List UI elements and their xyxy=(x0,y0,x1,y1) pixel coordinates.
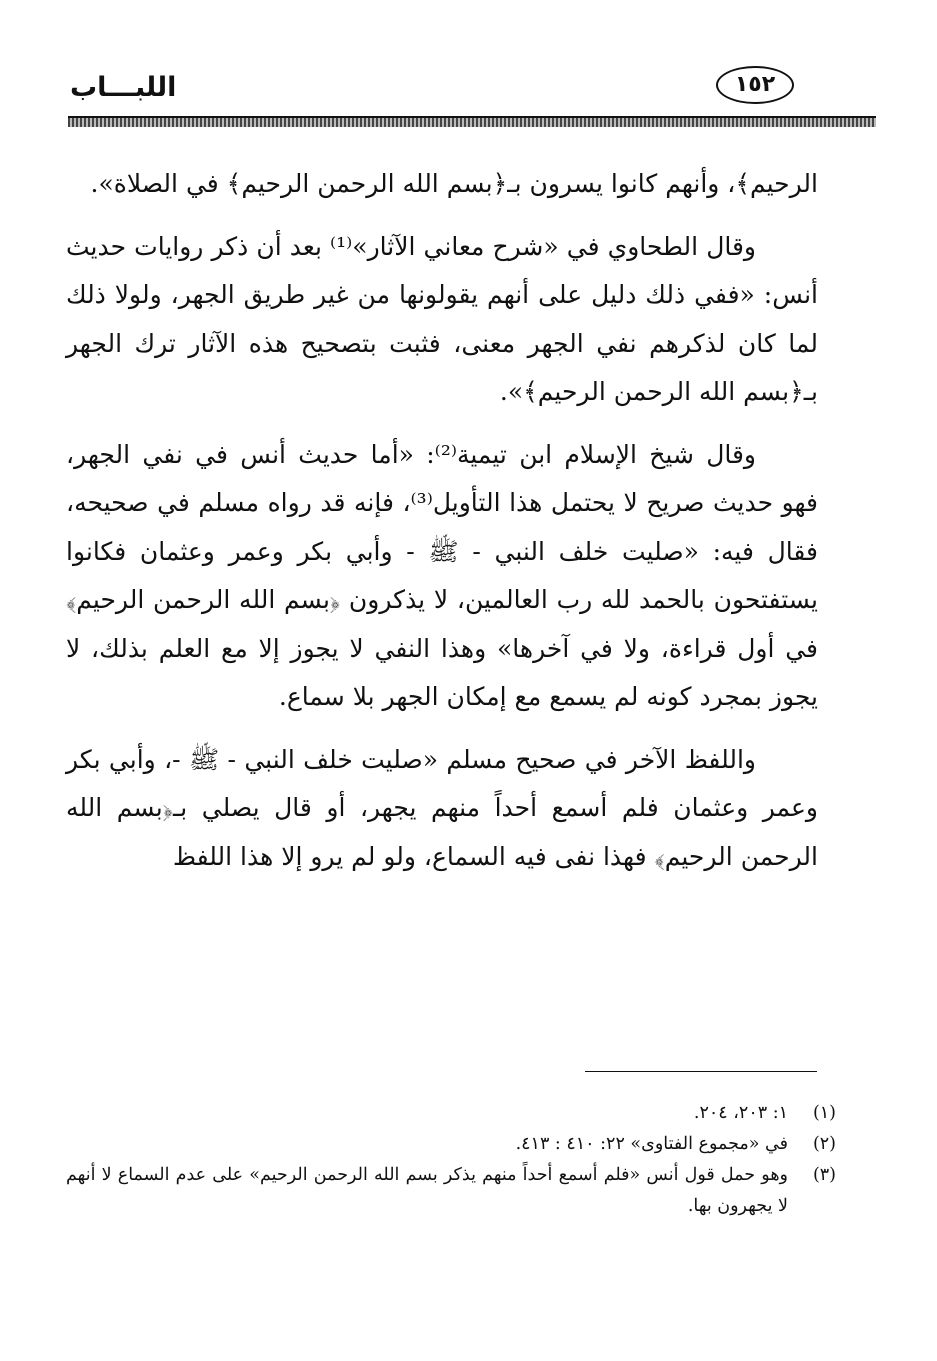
paragraph-3: وقال شيخ الإسلام ابن تيمية⁽²⁾: «أما حديث أنس في نفي الجهر، فهو حديث صريح لا يحتمل هذا التأويل⁽³⁾، فإنه قد رواه مسلم في صحيحه، فقال فيه: «صليت خلف النبي - ﷺ - وأبي بكر وعمر وعثمان فكانوا يستفتحون بالحمد لله رب العالمين، لا يذكرون ﴿بسم الله الرحمن الرحيم﴾ في أول قراءة، ولا في آخرها» وهذا النفي لا يجوز إلا مع العلم بذلك، لا يجوز بمجرد كونه لم يسمع مع إمكان الجهر بلا سماع. xyxy=(66,439,819,711)
paragraph-1: الرحيم﴾، وأنهم كانوا يسرون بـ﴿بسم الله الرحمن الرحيم﴾ في الصلاة». xyxy=(90,169,818,198)
footnote-number: (٣) xyxy=(812,1165,836,1185)
running-header-title: اللبـــاب xyxy=(70,72,177,103)
footnote-text: وهو حمل قول أنس «فلم أسمع أحداً منهم يذكر بسم الله الرحمن الرحيم» على عدم السماع لا أنهم لا يجهرون بها. xyxy=(66,1165,788,1216)
page-number-badge: ١٥٢ xyxy=(716,66,794,104)
footnote-2 xyxy=(66,1129,836,1160)
footnote-number: (١) xyxy=(812,1103,836,1123)
main-text xyxy=(66,160,818,881)
footnote-text: في «مجموع الفتاوى» ٢٢: ٤١٠ : ٤١٣. xyxy=(515,1134,788,1154)
footnote-1 xyxy=(66,1098,836,1129)
paragraph-2: وقال الطحاوي في «شرح معاني الآثار»⁽¹⁾ بعد أن ذكر روايات حديث أنس: «ففي ذلك دليل على أنهم يقولونها من غير طريق الجهر، ولولا ذلك لما كان لذكرهم نفي الجهر معنى، فثبت بتصحيح هذه الآثار ترك الجهر بـ﴿بسم الله الرحمن الرحيم﴾». xyxy=(66,231,818,406)
footnote-3 xyxy=(66,1160,836,1222)
footnote-number: (٢) xyxy=(812,1134,836,1154)
footnote-text: ١: ٢٠٣، ٢٠٤. xyxy=(693,1103,788,1123)
footnotes xyxy=(66,1098,836,1222)
header-rule xyxy=(68,116,876,127)
paragraph-4: واللفظ الآخر في صحيح مسلم «صليت خلف النبي - ﷺ -، وأبي بكر وعمر وعثمان فلم أسمع أحداً منهم يجهر، أو قال يصلي بـ﴿بسم الله الرحمن الرحيم﴾ فهذا نفى فيه السماع، ولو لم يرو إلا هذا اللفظ xyxy=(66,744,818,871)
footnote-separator xyxy=(585,1071,817,1072)
